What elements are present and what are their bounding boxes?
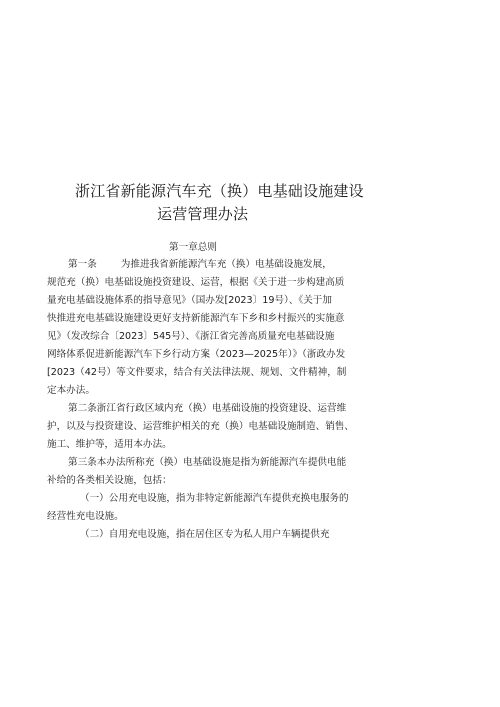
item-2	[47, 526, 347, 544]
document-title-line-2: 运营管理办法	[157, 205, 249, 223]
chapter-heading: 第一章总则	[169, 242, 217, 253]
item-1-line: 经营性充电设施。	[47, 511, 124, 522]
article-1-line: 量充电基础设施体系的指导意见》（国办发[2023〕19号）、《关于加	[47, 295, 332, 306]
article-1-line	[47, 256, 347, 274]
article-1-line: 规范充（换）电基础设施投资建设、运营，根据《关于进一步构建高质	[47, 277, 345, 288]
item-1-line: （一）公用充电设施，指为非特定新能源汽车提供充换电服务的	[80, 493, 349, 504]
item-1	[47, 490, 347, 526]
article-1-line: 见》（发改综合〔2023〕545号）、《浙江省完善高质量充电基础设施	[47, 331, 335, 342]
article-1-text: 为推进我省新能源汽车充（换）电基础设施发展，	[120, 259, 332, 270]
article-1-line: [2023（42号）等文件要求，结合有关法律法规、规划、文件精神，制	[47, 367, 347, 378]
article-3-line: 补给的各类相关设施，包括：	[47, 475, 172, 486]
article-1	[47, 256, 347, 400]
article-2-line: 护，以及与投资建设、运营维护相关的充（换）电基础设施制造、销售、	[47, 421, 354, 432]
article-3-line: 第三条本办法所称充（换）电基础设施是指为新能源汽车提供电能	[68, 457, 347, 468]
article-1-label: 第一条	[68, 259, 97, 270]
document-title-line-1: 浙江省新能源汽车充（换）电基础设施建设	[75, 182, 364, 200]
article-1-line: 定本办法。	[47, 385, 95, 396]
article-2	[47, 400, 354, 454]
article-3	[47, 454, 347, 490]
item-2-line: （二）自用充电设施，指在居住区专为私人用户车辆提供充	[80, 529, 330, 540]
article-2-line: 第二条浙江省行政区域内充（换）电基础设施的投资建设、运营维	[68, 403, 347, 414]
article-1-line: 快推进充电基础设施建设更好支持新能源汽车下乡和乡村振兴的实施意	[47, 313, 345, 324]
article-2-line: 施工、维护等，适用本办法。	[47, 439, 172, 450]
article-1-line: 网络体系促进新能源汽车下乡行动方案（2023—2025年）》（浙政办发	[47, 349, 346, 360]
